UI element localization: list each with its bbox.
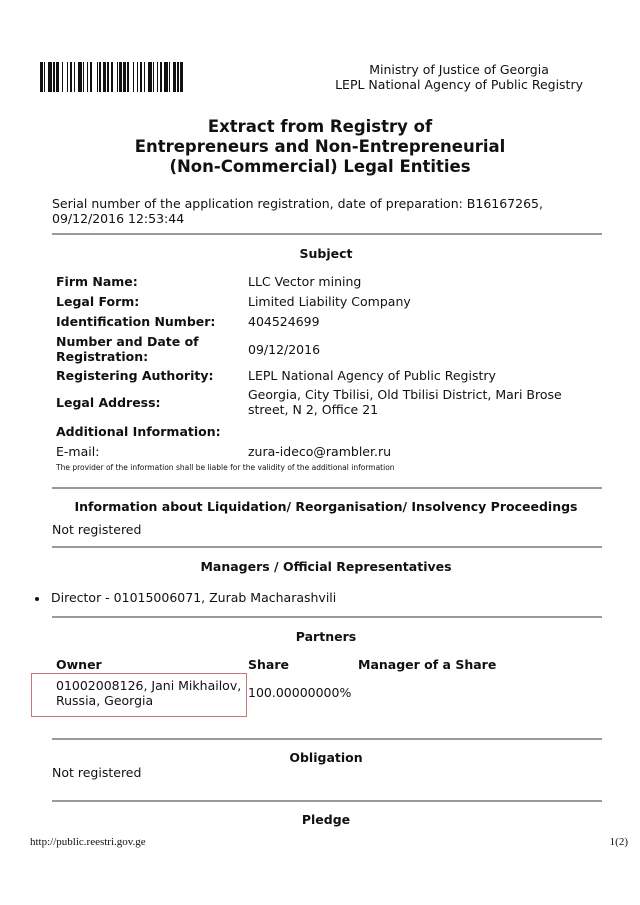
field-value: 09/12/2016 bbox=[248, 341, 321, 357]
column-header-owner: Owner bbox=[56, 657, 102, 672]
title-line-1: Extract from Registry of bbox=[207, 117, 433, 136]
divider bbox=[52, 233, 602, 235]
owner-line-2: Russia, Georgia bbox=[56, 693, 154, 708]
agency-line-ministry: Ministry of Justice of Georgia bbox=[369, 62, 549, 77]
field-label: Registering Authority: bbox=[56, 368, 214, 383]
field-legal-address bbox=[56, 387, 616, 417]
field-registering-authority bbox=[56, 368, 616, 383]
additional-info-label: Additional Information: bbox=[56, 424, 221, 439]
field-value: Limited Liability Company bbox=[248, 294, 411, 309]
divider bbox=[52, 487, 602, 489]
partner-owner bbox=[56, 678, 241, 708]
manager-list-item bbox=[35, 590, 336, 605]
email-value: zura-ideco@rambler.ru bbox=[248, 444, 392, 459]
divider bbox=[52, 800, 602, 802]
field-email bbox=[56, 444, 616, 459]
liquidation-status: Not registered bbox=[52, 522, 142, 537]
owner-line-1: 01002008126, Jani Mikhailov, bbox=[56, 678, 242, 693]
field-label: E-mail: bbox=[56, 444, 100, 459]
field-value: Georgia, City Tbilisi, Old Tbilisi District, Mari Brose street, N 2, Office 21 bbox=[248, 387, 562, 417]
field-value: LLC Vector mining bbox=[248, 274, 362, 289]
field-legal-form bbox=[56, 294, 616, 309]
column-header-manager: Manager of a Share bbox=[358, 657, 497, 672]
field-value: 404524699 bbox=[248, 314, 320, 329]
footer-url[interactable]: http://public.reestri.gov.ge bbox=[30, 836, 146, 848]
serial-line-1: Serial number of the application registration, date of preparation: B16167265, bbox=[52, 196, 543, 211]
agency-header bbox=[335, 62, 583, 92]
field-label: Identification Number: bbox=[56, 314, 216, 329]
document-title bbox=[0, 117, 640, 177]
title-line-3: (Non-Commercial) Legal Entities bbox=[169, 157, 471, 176]
section-title-obligation: Obligation bbox=[289, 750, 363, 765]
field-label: Legal Address: bbox=[56, 394, 161, 410]
serial-line-2: 09/12/2016 12:53:44 bbox=[52, 211, 185, 226]
field-identification-number bbox=[56, 314, 616, 329]
column-header-share: Share bbox=[248, 657, 289, 672]
disclaimer-note: The provider of the information shall be liable for the validity of the additional information bbox=[56, 463, 395, 472]
section-title-subject: Subject bbox=[299, 246, 353, 261]
field-firm-name bbox=[56, 274, 616, 289]
divider bbox=[52, 616, 602, 618]
partner-share: 100.00000000% bbox=[248, 685, 352, 700]
additional-info-heading bbox=[56, 424, 616, 439]
section-title-managers: Managers / Official Representatives bbox=[200, 559, 452, 574]
field-label: Firm Name: bbox=[56, 274, 138, 289]
field-label: Legal Form: bbox=[56, 294, 140, 309]
field-value: LEPL National Agency of Public Registry bbox=[248, 368, 496, 383]
agency-line-registry: LEPL National Agency of Public Registry bbox=[335, 77, 583, 92]
page-number: 1(2) bbox=[609, 836, 628, 848]
section-title-partners: Partners bbox=[295, 629, 357, 644]
section-title-pledge: Pledge bbox=[301, 812, 351, 827]
field-registration-date bbox=[56, 334, 616, 364]
bullet-icon bbox=[35, 597, 39, 601]
serial-info bbox=[52, 196, 612, 226]
barcode-bar bbox=[183, 62, 184, 92]
barcode-icon bbox=[40, 62, 234, 92]
field-label: Number and Date of Registration: bbox=[56, 334, 199, 364]
divider bbox=[52, 738, 602, 740]
obligation-status: Not registered bbox=[52, 765, 142, 780]
manager-text: Director - 01015006071, Zurab Macharashvili bbox=[51, 590, 337, 605]
section-title-liquidation: Information about Liquidation/ Reorganisation/ Insolvency Proceedings bbox=[74, 499, 578, 514]
divider bbox=[52, 546, 602, 548]
title-line-2: Entrepreneurs and Non-Entrepreneurial bbox=[134, 137, 506, 156]
